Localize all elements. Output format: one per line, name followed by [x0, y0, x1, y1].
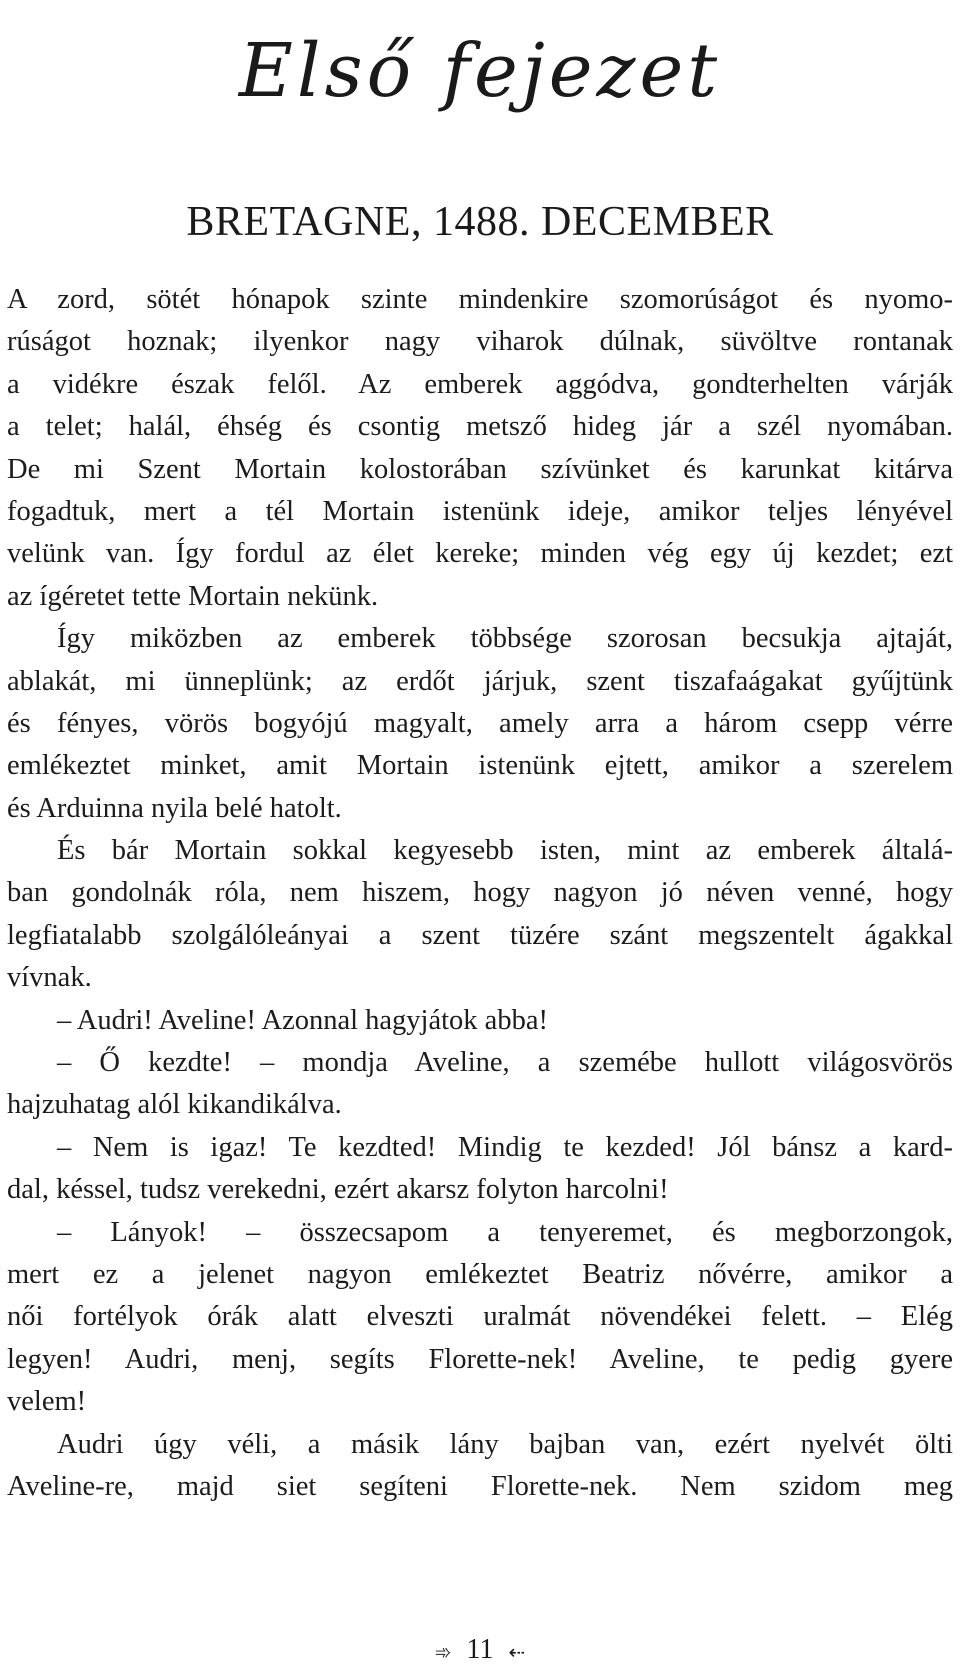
text-line: – Audri! Aveline! Azonnal hagyjátok abba!: [57, 1004, 548, 1036]
text-line: – Lányok! – összecsapom a tenyeremet, és megborzongok,: [57, 1216, 953, 1248]
text-line: rúságot hoznak; ilyenkor nagy viharok dúlnak, süvöltve rontanak: [7, 326, 953, 358]
left-arrow-ornament-icon: ⇠: [508, 1639, 526, 1664]
text-line: velünk van. Így fordul az élet kereke; minden vég egy új kezdet; ezt: [7, 538, 953, 570]
text-line: ablakát, mi ünneplünk; az erdőt járjuk, szent tiszafaágakat gyűjtünk: [7, 665, 953, 697]
body-text: [7, 279, 953, 1508]
text-line: Aveline-re, majd siet segíteni Florette-nek. Nem szidom meg: [7, 1470, 953, 1502]
text-line: dal, késsel, tudsz verekedni, ezért akarsz folyton harcolni!: [7, 1174, 669, 1206]
text-line: fogadtuk, mert a tél Mortain istenünk ideje, amikor teljes lényével: [7, 495, 953, 527]
text-line: hajzuhatag alól kikandikálva.: [7, 1089, 342, 1121]
text-line: ban gondolnák róla, nem hiszem, hogy nagyon jó néven venné, hogy: [7, 877, 953, 909]
section-heading: BRETAGNE, 1488. DECEMBER: [186, 199, 774, 245]
text-line: legfiatalabb szolgálóleányai a szent tüzére szánt megszentelt ágakkal: [7, 919, 953, 951]
text-line: a telet; halál, éhség és csontig metsző hideg jár a szél nyomában.: [7, 411, 953, 443]
page-footer: [0, 1634, 960, 1666]
text-line: Audri úgy véli, a másik lány bajban van, ezért nyelvét ölti: [57, 1428, 953, 1460]
text-line: a vidékre észak felől. Az emberek aggódva, gondterhelten várják: [7, 368, 953, 400]
page-number: 11: [466, 1634, 494, 1665]
text-line: velem!: [7, 1386, 87, 1418]
text-line: vívnak.: [7, 962, 92, 994]
text-line: és Arduinna nyila belé hatolt.: [7, 792, 342, 824]
text-line: az ígéretet tette Mortain nekünk.: [7, 580, 379, 612]
chapter-title: Első fejezet: [238, 28, 722, 114]
text-line: Így miközben az emberek többsége szorosan becsukja ajtaját,: [57, 623, 953, 655]
right-arrow-ornament-icon: ➾: [434, 1639, 452, 1664]
text-line: És bár Mortain sokkal kegyesebb isten, mint az emberek általá-: [57, 835, 953, 867]
text-line: legyen! Audri, menj, segíts Florette-nek! Aveline, te pedig gyere: [7, 1343, 953, 1375]
text-line: – Nem is igaz! Te kezdted! Mindig te kezded! Jól bánsz a kard-: [57, 1131, 953, 1163]
text-line: A zord, sötét hónapok szinte mindenkire szomorúságot és nyomo-: [7, 284, 953, 315]
text-line: De mi Szent Mortain kolostorában szívünket és karunkat kitárva: [7, 453, 953, 485]
text-line: női fortélyok órák alatt elveszti uralmát növendékei felett. – Elég: [7, 1301, 953, 1333]
text-line: – Ő kezdte! – mondja Aveline, a szemébe hullott világosvörös: [57, 1047, 953, 1079]
text-line: és fényes, vörös bogyójú magyalt, amely arra a három csepp vérre: [7, 707, 953, 739]
text-line: emlékeztet minket, amit Mortain istenünk ejtett, amikor a szerelem: [7, 750, 953, 782]
text-line: mert ez a jelenet nagyon emlékeztet Beatriz nővérre, amikor a: [7, 1258, 953, 1290]
